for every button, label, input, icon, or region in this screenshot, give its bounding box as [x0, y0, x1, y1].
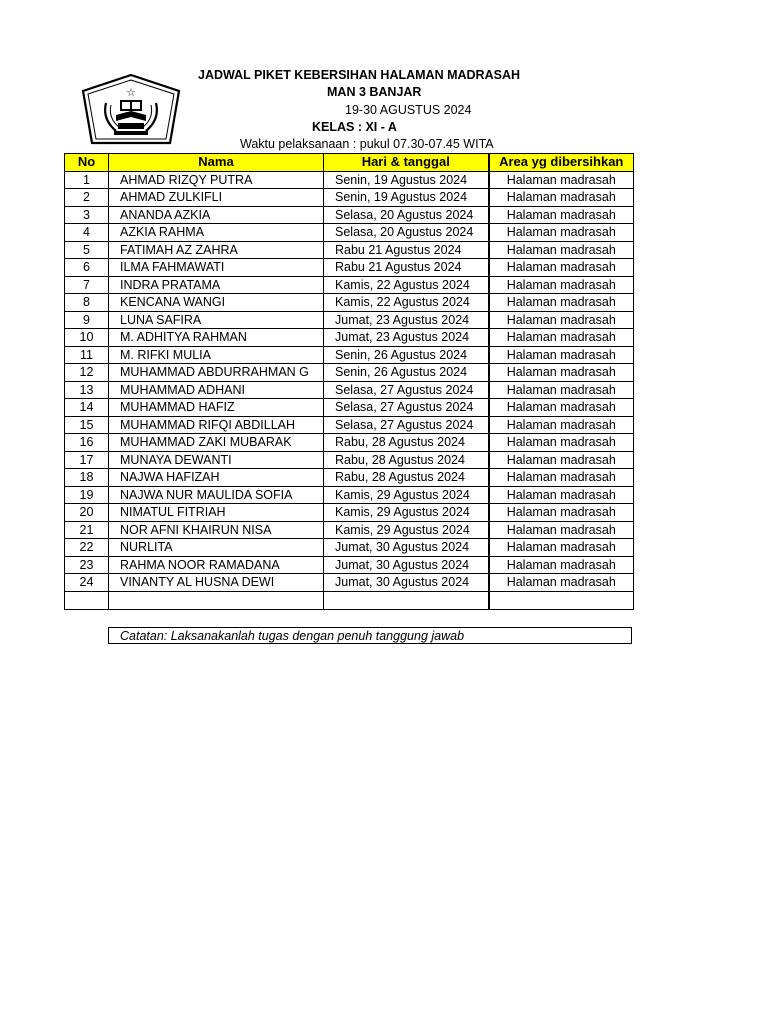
table-header-row	[65, 154, 634, 172]
student-name: AHMAD RIZQY PUTRA	[109, 171, 324, 189]
student-name: NAJWA HAFIZAH	[109, 469, 324, 487]
duty-date: Kamis, 29 Agustus 2024	[324, 504, 489, 522]
student-name: VINANTY AL HUSNA DEWI	[109, 574, 324, 592]
cleaning-area: Halaman madrasah	[489, 399, 634, 417]
table-row	[65, 294, 634, 312]
table-row	[65, 574, 634, 592]
duty-date: Rabu 21 Agustus 2024	[324, 259, 489, 277]
row-number: 14	[65, 399, 109, 417]
row-number: 1	[65, 171, 109, 189]
row-number: 6	[65, 259, 109, 277]
cleaning-area: Halaman madrasah	[489, 556, 634, 574]
row-number: 4	[65, 224, 109, 242]
duty-date: Jumat, 30 Agustus 2024	[324, 574, 489, 592]
cleaning-area: Halaman madrasah	[489, 504, 634, 522]
student-name: NIMATUL FITRIAH	[109, 504, 324, 522]
table-row	[65, 364, 634, 382]
table-row	[65, 276, 634, 294]
duty-date: Kamis, 22 Agustus 2024	[324, 294, 489, 312]
duty-date: Senin, 26 Agustus 2024	[324, 364, 489, 382]
row-number: 5	[65, 241, 109, 259]
table-row	[65, 171, 634, 189]
cleaning-area: Halaman madrasah	[489, 189, 634, 207]
table-row	[65, 381, 634, 399]
student-name: RAHMA NOOR RAMADANA	[109, 556, 324, 574]
student-name: ANANDA AZKIA	[109, 206, 324, 224]
row-number: 17	[65, 451, 109, 469]
student-name: NOR AFNI KHAIRUN NISA	[109, 521, 324, 539]
cleaning-area: Halaman madrasah	[489, 241, 634, 259]
cleaning-area: Halaman madrasah	[489, 329, 634, 347]
student-name: AHMAD ZULKIFLI	[109, 189, 324, 207]
student-name: MUHAMMAD RIFQI ABDILLAH	[109, 416, 324, 434]
table-row	[65, 434, 634, 452]
cleaning-area: Halaman madrasah	[489, 574, 634, 592]
execution-time: Waktu pelaksanaan : pukul 07.30-07.45 WITA	[240, 137, 494, 151]
student-name: ILMA FAHMAWATI	[109, 259, 324, 277]
row-number: 24	[65, 574, 109, 592]
cleaning-area: Halaman madrasah	[489, 521, 634, 539]
cleaning-area: Halaman madrasah	[489, 346, 634, 364]
cleaning-area: Halaman madrasah	[489, 171, 634, 189]
empty-cell	[324, 591, 489, 609]
column-header-tanggal: Hari & tanggal	[324, 154, 489, 172]
cleaning-area: Halaman madrasah	[489, 539, 634, 557]
student-name: NAJWA NUR MAULIDA SOFIA	[109, 486, 324, 504]
duty-date: Selasa, 20 Agustus 2024	[324, 206, 489, 224]
schedule-period: 19-30 AGUSTUS 2024	[345, 103, 472, 117]
empty-cell	[65, 591, 109, 609]
student-name: MUHAMMAD ADHANI	[109, 381, 324, 399]
row-number: 9	[65, 311, 109, 329]
row-number: 15	[65, 416, 109, 434]
duty-date: Jumat, 23 Agustus 2024	[324, 329, 489, 347]
duty-date: Selasa, 27 Agustus 2024	[324, 399, 489, 417]
student-name: LUNA SAFIRA	[109, 311, 324, 329]
row-number: 3	[65, 206, 109, 224]
student-name: KENCANA WANGI	[109, 294, 324, 312]
student-name: M. ADHITYA RAHMAN	[109, 329, 324, 347]
row-number: 8	[65, 294, 109, 312]
cleaning-area: Halaman madrasah	[489, 206, 634, 224]
duty-date: Kamis, 29 Agustus 2024	[324, 486, 489, 504]
row-number: 19	[65, 486, 109, 504]
column-header-no: No	[65, 154, 109, 172]
table-row	[65, 539, 634, 557]
table-row	[65, 346, 634, 364]
duty-date: Kamis, 22 Agustus 2024	[324, 276, 489, 294]
row-number: 12	[65, 364, 109, 382]
duty-date: Selasa, 27 Agustus 2024	[324, 381, 489, 399]
cleaning-area: Halaman madrasah	[489, 381, 634, 399]
table-row	[65, 311, 634, 329]
row-number: 7	[65, 276, 109, 294]
schedule-table	[64, 153, 634, 610]
student-name: M. RIFKI MULIA	[109, 346, 324, 364]
row-number: 22	[65, 539, 109, 557]
cleaning-area: Halaman madrasah	[489, 469, 634, 487]
table-row	[65, 224, 634, 242]
table-row	[65, 329, 634, 347]
duty-date: Jumat, 30 Agustus 2024	[324, 539, 489, 557]
student-name: MUHAMMAD ABDURRAHMAN G	[109, 364, 324, 382]
table-row	[65, 241, 634, 259]
empty-cell	[109, 591, 324, 609]
empty-cell	[489, 591, 634, 609]
duty-date: Rabu, 28 Agustus 2024	[324, 434, 489, 452]
duty-date: Senin, 26 Agustus 2024	[324, 346, 489, 364]
student-name: MUHAMMAD ZAKI MUBARAK	[109, 434, 324, 452]
student-name: FATIMAH AZ ZAHRA	[109, 241, 324, 259]
duty-date: Rabu 21 Agustus 2024	[324, 241, 489, 259]
cleaning-area: Halaman madrasah	[489, 364, 634, 382]
school-name: MAN 3 BANJAR	[327, 85, 422, 99]
duty-date: Rabu, 28 Agustus 2024	[324, 469, 489, 487]
duty-date: Kamis, 29 Agustus 2024	[324, 521, 489, 539]
duty-date: Senin, 19 Agustus 2024	[324, 189, 489, 207]
cleaning-area: Halaman madrasah	[489, 294, 634, 312]
cleaning-area: Halaman madrasah	[489, 276, 634, 294]
table-row	[65, 469, 634, 487]
column-header-area: Area yg dibersihkan	[489, 154, 634, 172]
table-row	[65, 556, 634, 574]
document-title: JADWAL PIKET KEBERSIHAN HALAMAN MADRASAH	[198, 68, 520, 82]
row-number: 18	[65, 469, 109, 487]
row-number: 23	[65, 556, 109, 574]
student-name: INDRA PRATAMA	[109, 276, 324, 294]
row-number: 16	[65, 434, 109, 452]
row-number: 13	[65, 381, 109, 399]
student-name: AZKIA RAHMA	[109, 224, 324, 242]
cleaning-area: Halaman madrasah	[489, 434, 634, 452]
cleaning-area: Halaman madrasah	[489, 451, 634, 469]
table-row	[65, 486, 634, 504]
duty-date: Rabu, 28 Agustus 2024	[324, 451, 489, 469]
cleaning-area: Halaman madrasah	[489, 311, 634, 329]
table-row	[65, 259, 634, 277]
table-row	[65, 189, 634, 207]
table-row	[65, 206, 634, 224]
column-header-nama: Nama	[109, 154, 324, 172]
duty-date: Selasa, 20 Agustus 2024	[324, 224, 489, 242]
row-number: 11	[65, 346, 109, 364]
cleaning-area: Halaman madrasah	[489, 486, 634, 504]
kemenag-emblem-icon	[80, 73, 182, 145]
duty-date: Senin, 19 Agustus 2024	[324, 171, 489, 189]
student-name: NURLITA	[109, 539, 324, 557]
cleaning-area: Halaman madrasah	[489, 259, 634, 277]
row-number: 20	[65, 504, 109, 522]
svg-text:☆: ☆	[126, 86, 136, 99]
table-row	[65, 521, 634, 539]
note-box: Catatan: Laksanakanlah tugas dengan penuh tanggung jawab	[108, 627, 632, 644]
cleaning-area: Halaman madrasah	[489, 224, 634, 242]
row-number: 2	[65, 189, 109, 207]
table-row	[65, 504, 634, 522]
student-name: MUHAMMAD HAFIZ	[109, 399, 324, 417]
table-row	[65, 416, 634, 434]
student-name: MUNAYA DEWANTI	[109, 451, 324, 469]
row-number: 21	[65, 521, 109, 539]
duty-date: Selasa, 27 Agustus 2024	[324, 416, 489, 434]
duty-date: Jumat, 30 Agustus 2024	[324, 556, 489, 574]
cleaning-area: Halaman madrasah	[489, 416, 634, 434]
row-number: 10	[65, 329, 109, 347]
table-row	[65, 451, 634, 469]
class-label: KELAS : XI - A	[312, 120, 397, 134]
duty-date: Jumat, 23 Agustus 2024	[324, 311, 489, 329]
table-row-blank	[65, 591, 634, 609]
table-row	[65, 399, 634, 417]
